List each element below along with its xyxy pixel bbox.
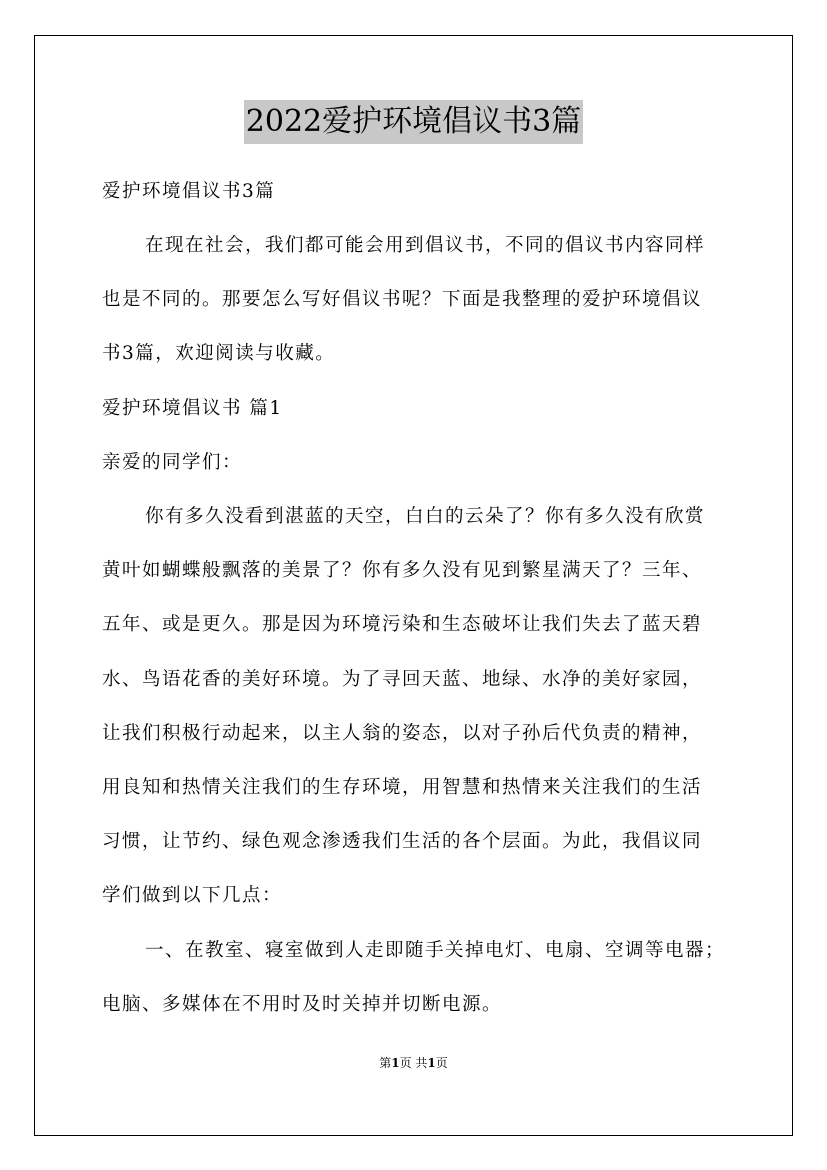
footer-page-number: 1 — [391, 1056, 400, 1070]
intro-paragraph — [102, 219, 742, 382]
footer-label: 页 共 — [399, 1056, 428, 1070]
footer-page-total: 1 — [427, 1056, 436, 1070]
body-line: 五年、或是更久。那是因为环境污染和生态破坏让我们失去了蓝天碧 — [102, 614, 703, 636]
intro-line: 在现在社会，我们都可能会用到倡议书，不同的倡议书内容同样 — [145, 235, 706, 256]
footer-label: 页 — [435, 1056, 448, 1070]
page-footer — [0, 1054, 827, 1072]
salutation — [102, 436, 742, 490]
title-container — [0, 100, 827, 144]
section-heading-line: 爱护环境倡议书 篇1 — [102, 398, 283, 419]
body-line: 习惯，让节约、绿色观念渗透我们生活的各个层面。为此，我倡议同 — [102, 831, 703, 853]
point-line: 电脑、多媒体在不用时及时关掉并切断电源。 — [102, 994, 503, 1016]
subtitle-line: 爱护环境倡议书3篇 — [102, 181, 276, 202]
point-paragraph — [102, 924, 742, 1032]
body-line: 你有多久没看到湛蓝的天空，白白的云朵了？你有多久没有欣赏 — [145, 506, 706, 527]
body-line: 让我们积极行动起来，以主人翁的姿态，以对子孙后代负责的精神， — [102, 722, 703, 744]
footer-label: 第 — [379, 1056, 392, 1070]
body-line: 黄叶如蝴蝶般飘落的美景了？你有多久没有见到繁星满天了？三年、 — [102, 560, 703, 582]
document-title: 2022爱护环境倡议书3篇 — [244, 100, 583, 144]
body-line: 水、鸟语花香的美好环境。为了寻回天蓝、地绿、水净的美好家园， — [102, 668, 703, 690]
intro-line: 书3篇，欢迎阅读与收藏。 — [102, 343, 336, 365]
section-heading — [102, 382, 742, 436]
body-line: 学们做到以下几点： — [102, 885, 283, 907]
body-line: 用良知和热情关注我们的生存环境，用智慧和热情来关注我们的生活 — [102, 776, 703, 798]
salutation-line: 亲爱的同学们： — [102, 452, 243, 473]
body-paragraph — [102, 490, 742, 924]
point-line: 一、在教室、寝室做到人走即随手关掉电灯、电扇、空调等电器； — [145, 940, 726, 961]
intro-line: 也是不同的。那要怎么写好倡议书呢？下面是我整理的爱护环境倡议 — [102, 289, 703, 311]
document-subtitle — [102, 165, 742, 219]
